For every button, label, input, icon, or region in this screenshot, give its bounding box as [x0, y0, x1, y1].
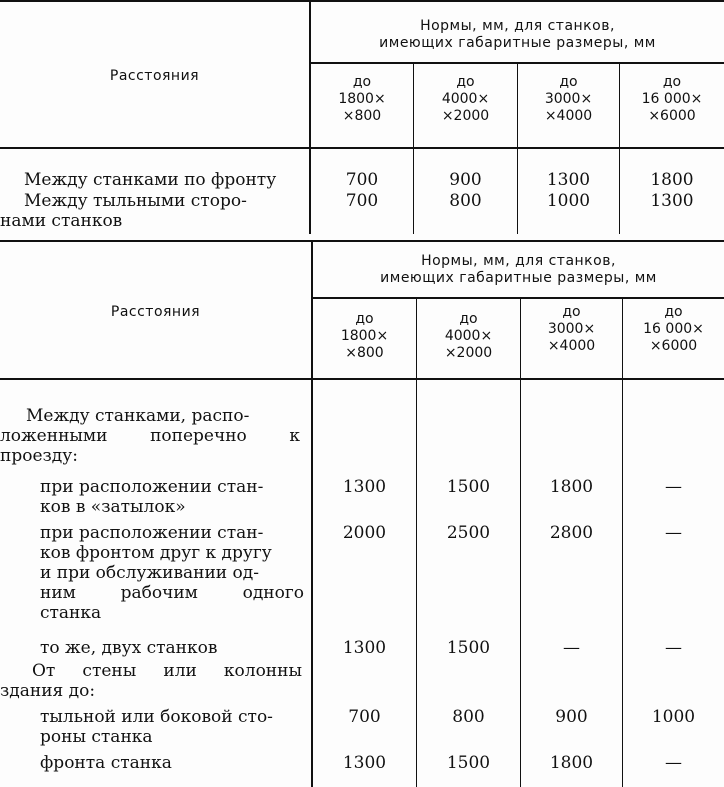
label-word: стены: [82, 661, 137, 681]
size-line: ×6000: [649, 338, 698, 354]
size-line: ×2000: [441, 108, 490, 124]
table-cell: 800: [449, 191, 482, 211]
size-line: до: [562, 304, 581, 320]
table-cell: 1800: [549, 477, 594, 497]
size-line: 4000×: [444, 328, 493, 344]
size-line: 1800×: [338, 91, 386, 107]
table2-row-label: [40, 707, 304, 747]
label-line: Между тыльными сторо-: [24, 191, 247, 211]
table1-top-rule: [0, 0, 724, 2]
label-word: ним: [40, 583, 76, 603]
table-cell: —: [665, 753, 682, 773]
table1-size-col-2: [414, 74, 517, 125]
size-line: ×4000: [547, 338, 596, 354]
group-header-line: имеющих габаритные размеры, мм: [379, 35, 656, 51]
size-line: 16 000×: [643, 321, 704, 337]
size-line: 3000×: [547, 321, 596, 337]
table2-group-underline: [312, 297, 724, 299]
group-header-line: имеющих габаритные размеры, мм: [380, 270, 657, 286]
label-line: [0, 661, 302, 681]
label-line: и при обслуживании од-: [40, 563, 259, 583]
size-line: ×800: [345, 345, 384, 361]
label-line: при расположении стан-: [40, 477, 264, 497]
size-line: до: [459, 311, 478, 327]
label-line: здания до:: [0, 681, 96, 701]
table2-row-label: [40, 523, 304, 623]
table1-header-rule: [0, 147, 724, 149]
table1-size-col-1: [311, 74, 413, 125]
table1-row-header: Расстояния: [109, 68, 200, 84]
size-line: 3000×: [544, 91, 593, 107]
table2-group-header: [313, 253, 724, 287]
table-cell: 2800: [549, 523, 594, 543]
group-header-line: Нормы, мм, для станков,: [420, 18, 615, 34]
table2-row-label: [40, 477, 302, 517]
table-cell: —: [665, 523, 682, 543]
table-cell: 1500: [446, 638, 491, 658]
label-line: ков в «затылок»: [40, 497, 186, 517]
table-cell: 1500: [446, 477, 491, 497]
label-word: к: [289, 426, 300, 446]
table-cell: 900: [449, 170, 482, 190]
label-line: роны станка: [40, 727, 153, 747]
table1-size-col-4: [620, 74, 724, 125]
section-heading: [0, 406, 300, 466]
size-line: ×2000: [444, 345, 493, 361]
section-heading: [0, 661, 302, 701]
label-word: поперечно: [150, 426, 247, 446]
size-line: до: [662, 74, 682, 90]
table-cell: 700: [348, 707, 381, 727]
table1-row-label: [0, 191, 300, 231]
table-cell: 1800: [549, 753, 594, 773]
table-cell: 1000: [546, 191, 591, 211]
table-cell: —: [665, 477, 682, 497]
table-cell: 2000: [342, 523, 387, 543]
table-cell: 1300: [546, 170, 591, 190]
label-line: [40, 583, 304, 603]
table2-top-rule: [0, 240, 724, 242]
table-cell: 2500: [446, 523, 491, 543]
group-header-line: Нормы, мм, для станков,: [421, 253, 616, 269]
table2-size-col-2: [417, 311, 520, 362]
table2-size-col-1: [313, 311, 416, 362]
table-cell: 1500: [446, 753, 491, 773]
label-line: ков фронтом друг к другу: [40, 543, 272, 563]
size-line: 1800×: [340, 328, 389, 344]
table2-row-label: фронта станка: [40, 753, 172, 773]
label-line: станка: [40, 603, 102, 623]
table-cell: 1800: [650, 170, 694, 190]
label-word: ложенными: [0, 426, 108, 446]
size-line: ×6000: [648, 108, 696, 124]
table2-row-label: то же, двух станков: [40, 638, 218, 658]
size-line: до: [355, 311, 374, 327]
table2-row-header: Расстояния: [110, 304, 201, 320]
table-cell: 1300: [650, 191, 694, 211]
label-word: От: [32, 661, 56, 681]
table-cell: 1300: [342, 638, 387, 658]
table-cell: —: [665, 638, 682, 658]
size-line: до: [456, 74, 475, 90]
label-word: одного: [242, 583, 304, 603]
table2-header-rule: [0, 378, 724, 380]
size-line: ×4000: [544, 108, 593, 124]
table-cell: —: [563, 638, 580, 658]
label-line: [0, 426, 300, 446]
size-line: 16 000×: [641, 91, 703, 107]
table-cell: 1300: [342, 477, 387, 497]
table1-size-col-3: [518, 74, 619, 125]
table1-row-label: Между станками по фронту: [24, 170, 277, 190]
table2-size-col-3: [521, 304, 622, 355]
label-line: Между станками, распо-: [26, 406, 250, 426]
label-line: проезду:: [0, 446, 78, 466]
table1-group-header: [311, 18, 724, 52]
label-line: нами станков: [0, 211, 123, 231]
label-line: при расположении стан-: [40, 523, 264, 543]
table-cell: 900: [555, 707, 588, 727]
table2-size-col-4: [623, 304, 724, 355]
size-line: до: [664, 304, 683, 320]
size-line: 4000×: [441, 91, 490, 107]
size-line: ×800: [342, 108, 382, 124]
table-cell: 700: [345, 170, 379, 190]
label-word: рабочим: [120, 583, 198, 603]
label-word: колонны: [223, 661, 302, 681]
table-cell: 700: [345, 191, 379, 211]
size-line: до: [559, 74, 578, 90]
label-word: или: [163, 661, 197, 681]
table-cell: 1000: [651, 707, 696, 727]
size-line: до: [352, 74, 372, 90]
table-cell: 800: [452, 707, 485, 727]
table-cell: 1300: [342, 753, 387, 773]
label-line: тыльной или боковой сто-: [40, 707, 273, 727]
